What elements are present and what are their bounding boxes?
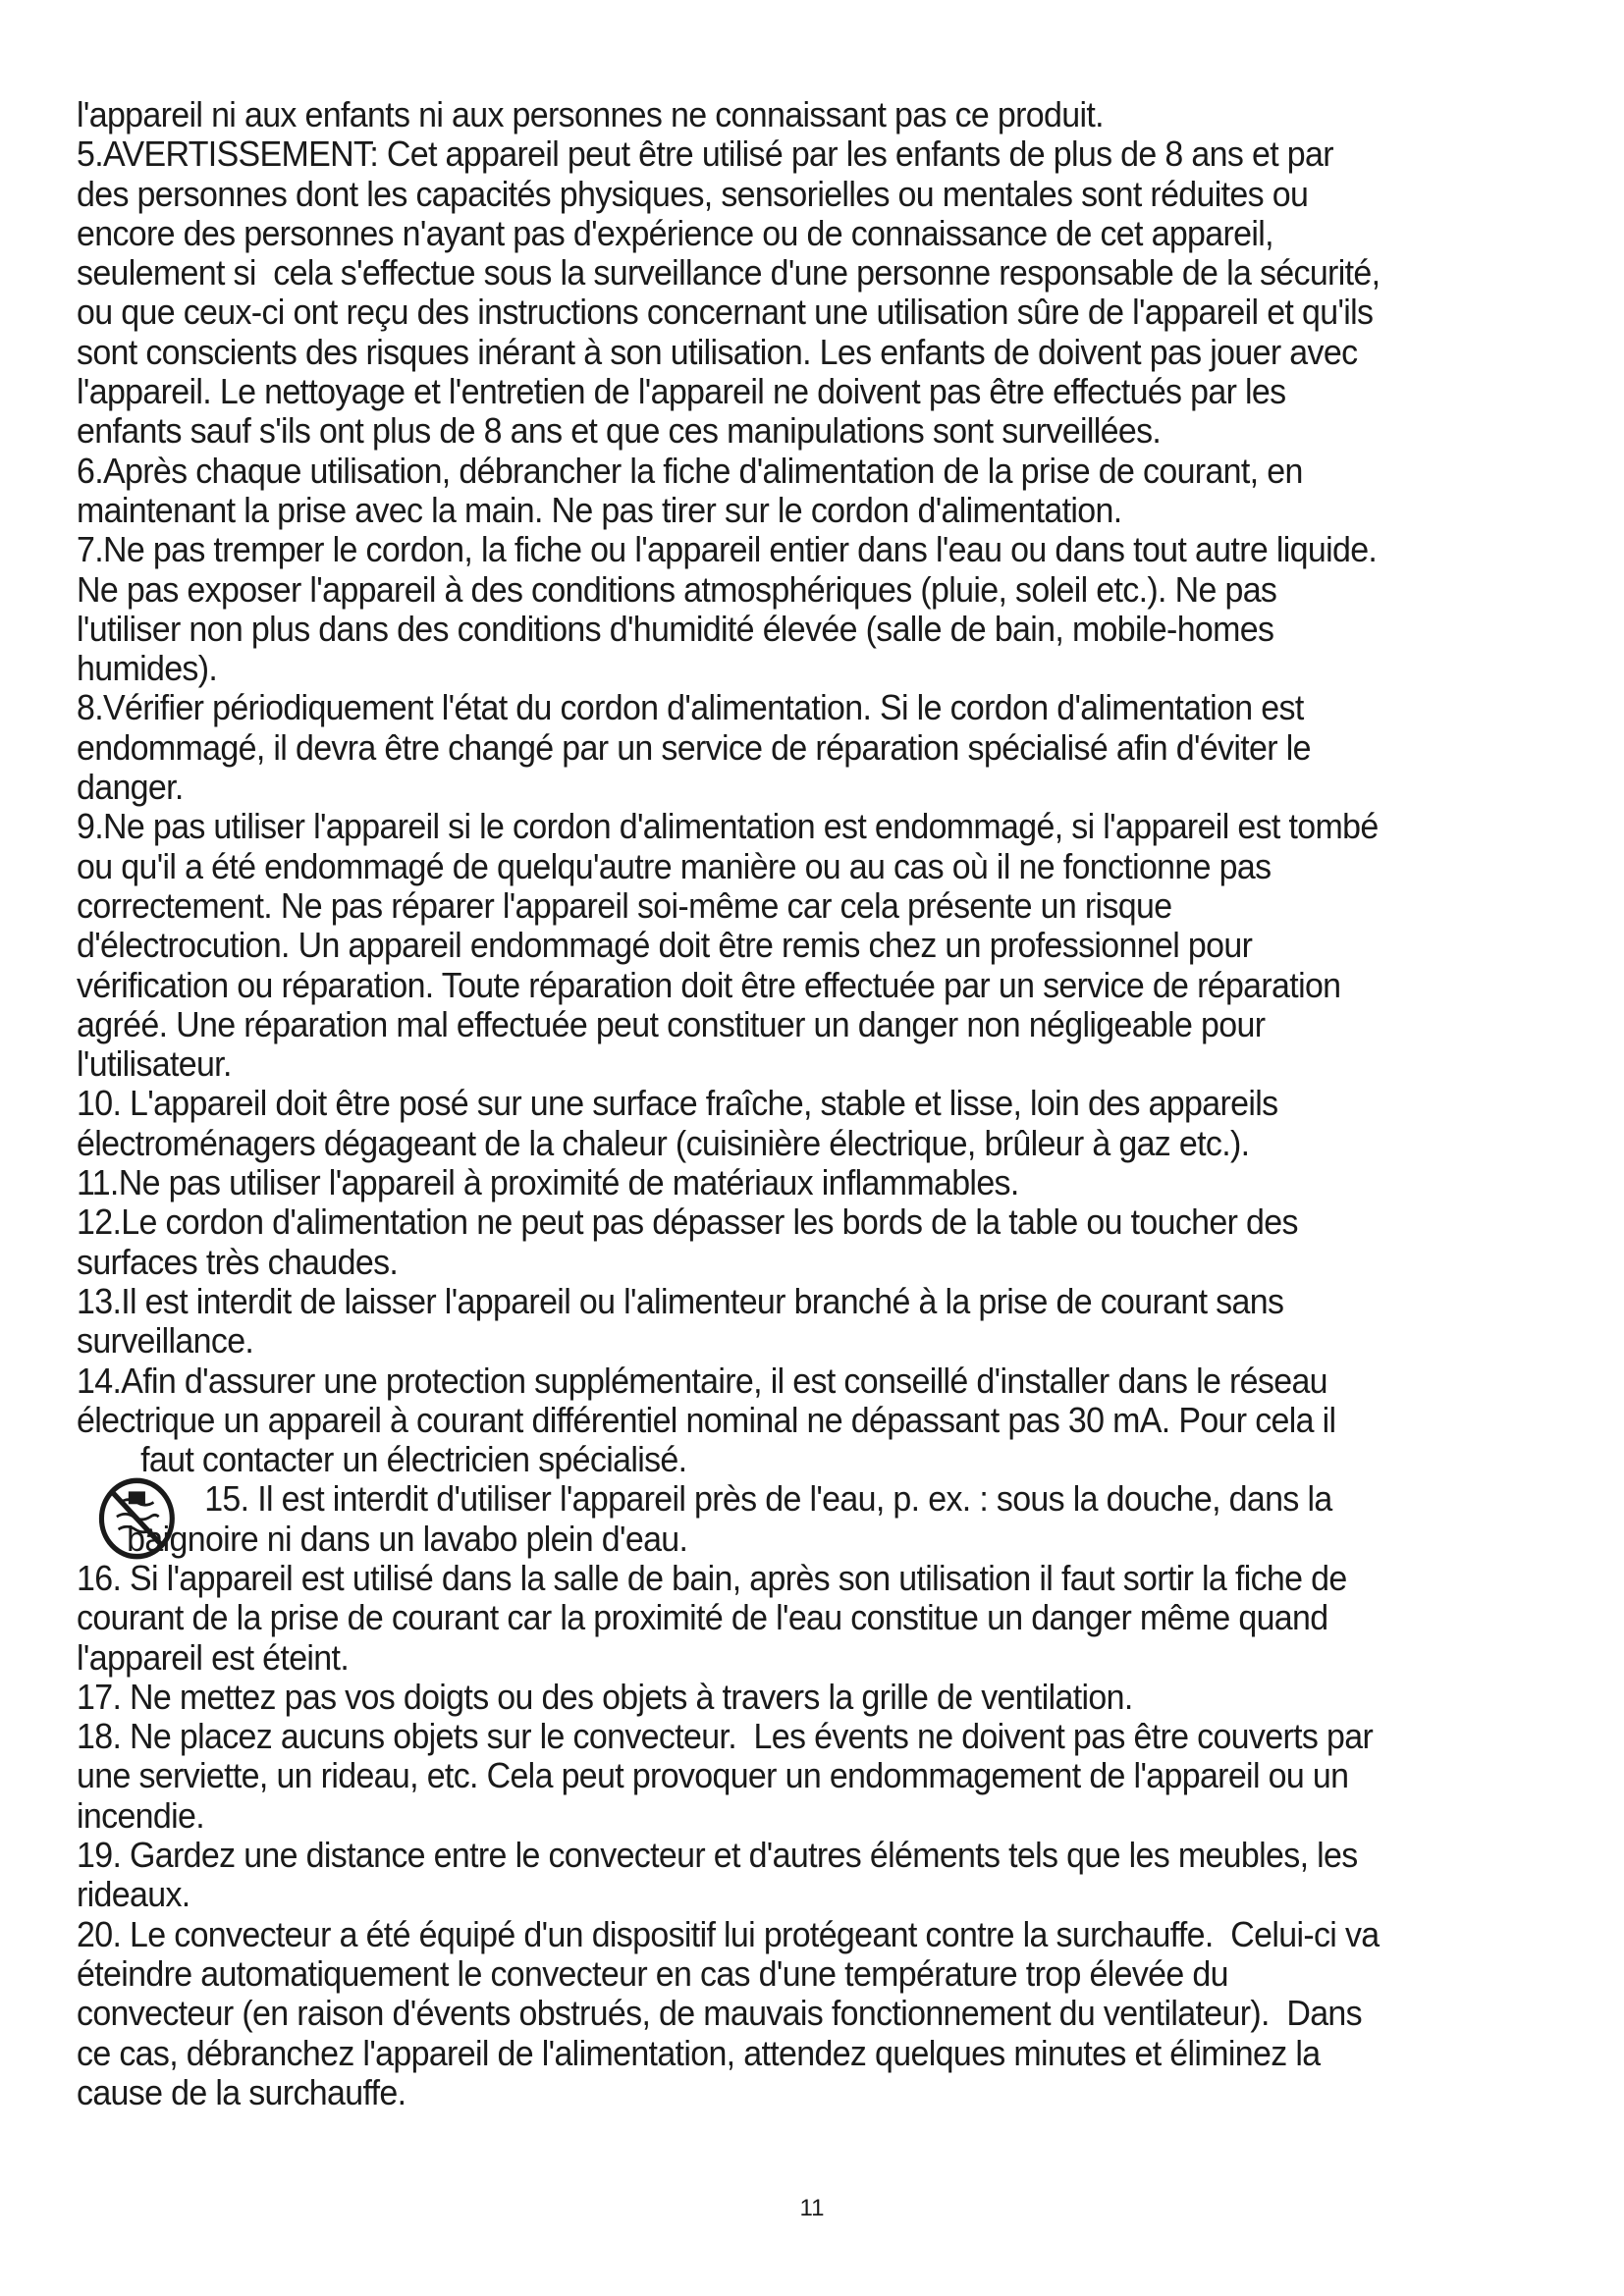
text-line: éteindre automatiquement le convecteur en cas d'une température trop élevée du xyxy=(77,1952,1228,1994)
text-line: d'électrocution. Un appareil endommagé doit être remis chez un professionnel pour xyxy=(77,925,1253,966)
text-line: ce cas, débranchez l'appareil de l'alimentation, attendez quelques minutes et éliminez la xyxy=(77,2032,1321,2073)
text-line: 12.Le cordon d'alimentation ne peut pas dépasser les bords de la table ou toucher des xyxy=(77,1201,1298,1243)
text-line: 15. Il est interdit d'utiliser l'appareil près de l'eau, p. ex. : sous la douche, dans la xyxy=(204,1478,1332,1520)
text-line: des personnes dont les capacités physiques, sensorielles ou mentales sont réduites ou xyxy=(77,173,1309,214)
text-line: humides). xyxy=(77,648,218,689)
text-line: incendie. xyxy=(77,1794,205,1836)
no-water-icon xyxy=(95,1473,180,1564)
text-line: 19. Gardez une distance entre le convecteur et d'autres éléments tels que les meubles, les xyxy=(77,1835,1358,1876)
text-line: danger. xyxy=(77,767,184,808)
text-line: 13.Il est interdit de laisser l'appareil ou l'alimenteur branché à la prise de courant sans xyxy=(77,1280,1284,1321)
text-line: maintenant la prise avec la main. Ne pas tirer sur le cordon d'alimentation. xyxy=(77,489,1122,530)
text-line: vérification ou réparation. Toute réparation doit être effectuée par un service de réparation xyxy=(77,964,1341,1005)
page-number: 11 xyxy=(799,2195,825,2221)
text-line: convecteur (en raison d'évents obstrués, de mauvais fonctionnement du ventilateur). Dans xyxy=(77,1993,1362,2034)
document-body xyxy=(77,95,1559,2112)
text-line: surveillance. xyxy=(77,1320,254,1362)
text-line: agréé. Une réparation mal effectuée peut constituer un danger non négligeable pour xyxy=(77,1003,1266,1044)
text-line: l'appareil. Le nettoyage et l'entretien de l'appareil ne doivent pas être effectués par les xyxy=(77,371,1286,412)
text-line: baignoire ni dans un lavabo plein d'eau. xyxy=(127,1518,688,1559)
text-line: 17. Ne mettez pas vos doigts ou des objets à travers la grille de ventilation. xyxy=(77,1676,1133,1717)
text-line: l'utiliser non plus dans des conditions d'humidité élevée (salle de bain, mobile-homes xyxy=(77,608,1274,649)
text-line: Ne pas exposer l'appareil à des conditions atmosphériques (pluie, soleil etc.). Ne pas xyxy=(77,568,1277,610)
text-line: l'appareil est éteint. xyxy=(77,1636,350,1678)
text-line: rideaux. xyxy=(77,1874,190,1915)
text-line: ou que ceux-ci ont reçu des instructions concernant une utilisation sûre de l'appareil et qu'ils xyxy=(77,292,1374,333)
text-line: une serviette, un rideau, etc. Cela peut provoquer un endommagement de l'appareil ou un xyxy=(77,1755,1349,1796)
text-line: 16. Si l'appareil est utilisé dans la salle de bain, après son utilisation il faut sortir la fiche de xyxy=(77,1557,1347,1598)
text-line: l'appareil ni aux enfants ni aux personnes ne connaissant pas ce produit. xyxy=(77,94,1104,134)
text-line: 6.Après chaque utilisation, débrancher la fiche d'alimentation de la prise de courant, en xyxy=(77,450,1303,491)
text-line: correctement. Ne pas réparer l'appareil soi-même car cela présente un risque xyxy=(77,884,1172,926)
text-line: 18. Ne placez aucuns objets sur le convecteur. Les évents ne doivent pas être couverts par xyxy=(77,1716,1374,1757)
text-line: 8.Vérifier périodiquement l'état du cordon d'alimentation. Si le cordon d'alimentation est xyxy=(77,687,1304,728)
text-line: faut contacter un électricien spécialisé. xyxy=(140,1439,687,1480)
warning-item-15 xyxy=(77,1479,1559,1559)
text-line: l'utilisateur. xyxy=(77,1043,232,1085)
text-line: sont conscients des risques inérant à son utilisation. Les enfants de doivent pas jouer avec xyxy=(77,331,1358,372)
text-line: électrique un appareil à courant différentiel nominal ne dépassant pas 30 mA. Pour cela il xyxy=(77,1399,1336,1440)
text-line: 7.Ne pas tremper le cordon, la fiche ou l'appareil entier dans l'eau ou dans tout autre liquide. xyxy=(77,529,1378,570)
text-line: 5.AVERTISSEMENT: Cet appareil peut être utilisé par les enfants de plus de 8 ans et par xyxy=(77,133,1333,175)
text-line: 9.Ne pas utiliser l'appareil si le cordon d'alimentation est endommagé, si l'appareil est tombé xyxy=(77,806,1379,847)
text-line: ou qu'il a été endommagé de quelqu'autre manière ou au cas où il ne fonctionne pas xyxy=(77,845,1272,886)
text-line: endommagé, il devra être changé par un service de réparation spécialisé afin d'éviter le xyxy=(77,726,1311,768)
text-line: cause de la surchauffe. xyxy=(77,2071,406,2112)
text-line: 14.Afin d'assurer une protection supplémentaire, il est conseillé d'installer dans le réseau xyxy=(77,1360,1327,1401)
text-line: enfants sauf s'ils ont plus de 8 ans et que ces manipulations sont surveillées. xyxy=(77,410,1162,452)
text-line: 10. L'appareil doit être posé sur une surface fraîche, stable et lisse, loin des appareils xyxy=(77,1083,1278,1124)
text-line: courant de la prise de courant car la proximité de l'eau constitue un danger même quand xyxy=(77,1597,1328,1638)
text-line: surfaces très chaudes. xyxy=(77,1241,399,1282)
text-line: 11.Ne pas utiliser l'appareil à proximité de matériaux inflammables. xyxy=(77,1162,1019,1203)
text-line: encore des personnes n'ayant pas d'expérience ou de connaissance de cet appareil, xyxy=(77,212,1273,253)
text-line: seulement si cela s'effectue sous la surveillance d'une personne responsable de la sécurité, xyxy=(77,252,1380,294)
text-line: électroménagers dégageant de la chaleur (cuisinière électrique, brûleur à gaz etc.). xyxy=(77,1122,1250,1163)
text-line: 20. Le convecteur a été équipé d'un dispositif lui protégeant contre la surchauffe. Celui-ci va xyxy=(77,1913,1380,1954)
